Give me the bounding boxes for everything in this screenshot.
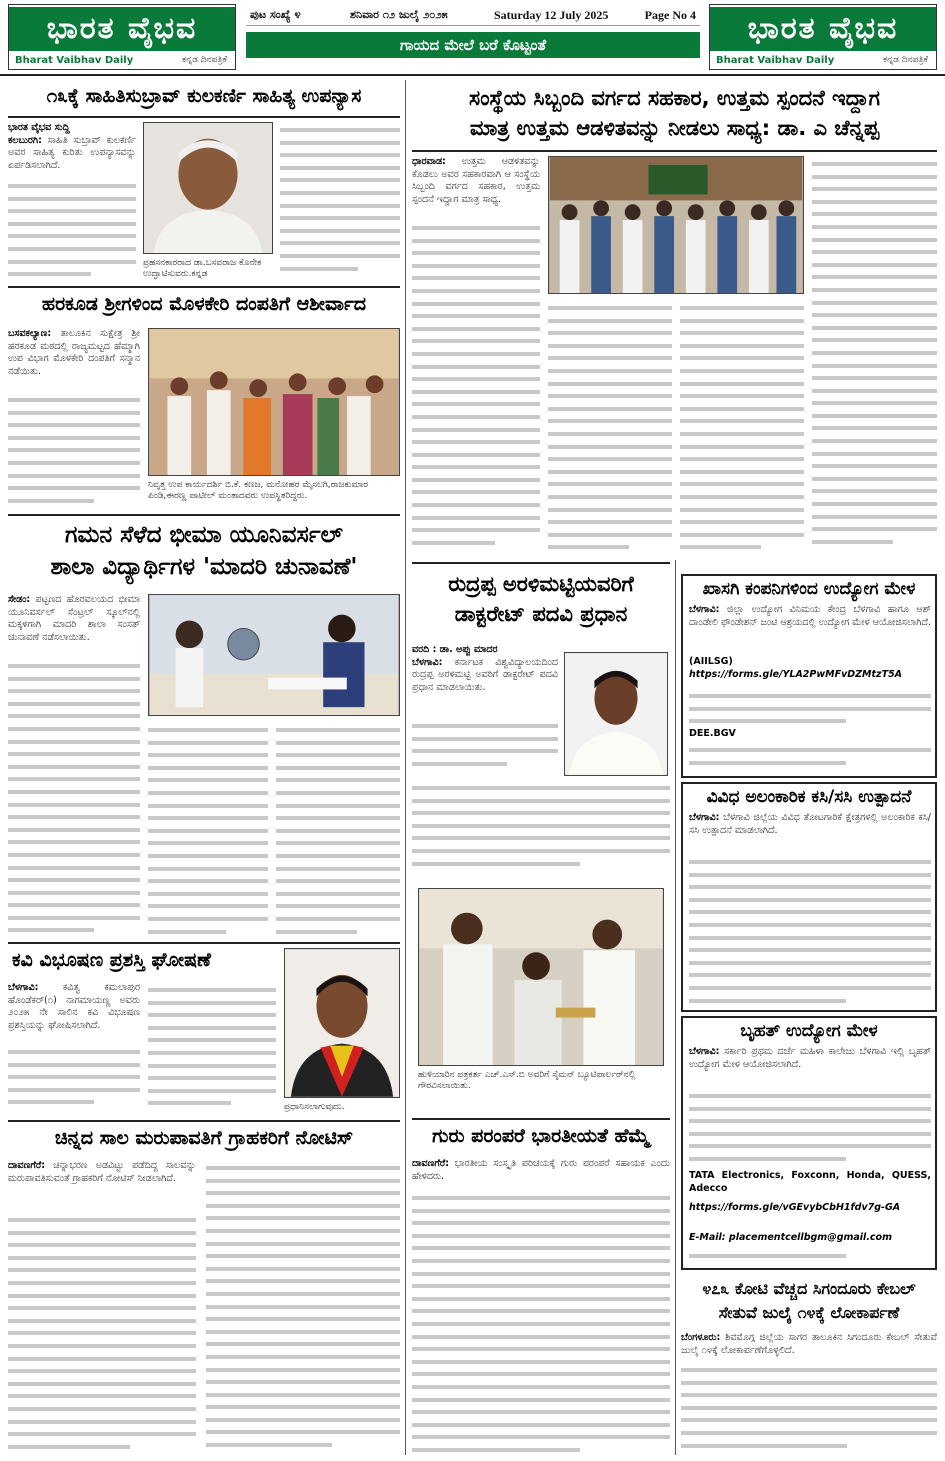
page-number: Page No 4 xyxy=(644,8,696,22)
dateline: ಬೆಳಗಾವಿ: xyxy=(689,812,720,823)
story-cooperation xyxy=(412,82,937,560)
rule xyxy=(412,150,937,152)
registration-link[interactable]: https://forms.gle/vGEvybCbH1fdv7g-GA xyxy=(689,1202,901,1213)
story-bigfair xyxy=(681,1016,937,1270)
event-photo xyxy=(418,888,664,1066)
dateline: ಬೆಳಗಾವಿ: xyxy=(412,656,443,668)
story-bridge xyxy=(681,1276,937,1455)
text-filler xyxy=(8,178,136,282)
story-body xyxy=(8,328,140,388)
rule xyxy=(8,116,400,118)
dateline: ಬೆಂಗಳೂರು: xyxy=(681,1332,721,1343)
dateline: ಕಲಬುರಗಿ: xyxy=(8,134,42,146)
portrait-photo xyxy=(143,122,273,254)
photo-caption: ಪ್ರಧಾನಿಸಲಾಗುವುದು. xyxy=(284,1102,345,1112)
logo-tag: ಕನ್ನಡ ದಿನಪತ್ರಿಕೆ xyxy=(882,55,928,65)
dateline: ದಾವಣಗೆರೆ: xyxy=(8,1160,46,1171)
text-filler xyxy=(689,688,931,726)
body-text: ತಾಲೂಕಿನ ಸುಕ್ಷೇತ್ರ ಶ್ರೀ ಹರಕೂಡ ಮಠದಲ್ಲಿ ರಾಜ್ಯಮಟ್ಟದ ಹೆಮ್ಮಾಗಿ ಉಪ ವಿಭಾಗ ಮೊಳಕೇರಿ ದಂಪತಿಗೆ ಸನ್ಮಾನ ನಡೆಯಿತು. xyxy=(8,328,140,377)
headline-line-2: ಸೇತುವೆ ಜುಲೈ ೧೪ಕ್ಕೆ ಲೋಕಾರ್ಪಣೆ xyxy=(718,1303,900,1322)
text-filler xyxy=(206,1160,400,1452)
headline-line-2: ಡಾಕ್ಟರೇಟ್ ಪದವಿ ಪ್ರಧಾನ xyxy=(454,602,628,626)
story-body xyxy=(412,644,558,716)
body-text: ಭಾರತೀಯ ಸಂಸ್ಕೃತಿ ಪರಿಚಯಕ್ಕೆ ಗುರು ಪರಂಪರೆ ಸಹಾಯಕ ಎಂದು ಹೇಳಿದರು. xyxy=(412,1158,670,1182)
headline: ಬೃಹತ್ ಉದ್ಯೋಗ ಮೇಳ xyxy=(740,1021,878,1041)
dateline: ಬೆಳಗಾವಿ: xyxy=(689,1046,720,1057)
contact-email[interactable]: E-Mail: placementcellbgm@gmail.com xyxy=(689,1232,892,1243)
body-text: ಉತ್ತಮ ಆಡಳಿತವನ್ನು ಕೊಡಲು ಅವರ ಸಹಕಾರವಾಗಿ ಆ ಸಂಸ್ಥೆಯ ಸಿಬ್ಬಂದಿ ವರ್ಗದ ಸಹಕಾರ, ಉತ್ತಮ ಸ್ಪಂದನೆ ಇದ್ದಾಗ ಮಾತ್ರ ಸಾಧ್ಯ. xyxy=(412,156,540,205)
headline: ಖಾಸಗಿ ಕಂಪನಿಗಳಿಂದ ಉದ್ಯೋಗ ಮೇಳ xyxy=(702,579,916,599)
text-filler xyxy=(8,1044,140,1116)
body-text: ಕರ್ನಾಟಕ ವಿಶ್ವವಿದ್ಯಾಲಯದಿಂದ ರುದ್ರಪ್ಪ ಅರಳಿಮಟ್ಟಿ ಅವರಿಗೆ ಡಾಕ್ಟರೇಟ್ ಪದವಿ ಪ್ರಧಾನ ಮಾಡಲಾಯಿತು. xyxy=(412,656,558,693)
lead: ವರದಿ : ಡಾ. ಅಪ್ಪು ಮಾದರ xyxy=(412,644,498,655)
text-filler xyxy=(8,392,140,510)
story-guru xyxy=(412,1118,670,1455)
headline: ಗುರು ಪರಂಪರೆ ಭಾರತೀಯತೆ ಹೆಮ್ಮೆ xyxy=(432,1125,650,1147)
text-filler xyxy=(689,1088,931,1168)
dateline: ಬೆಳಗಾವಿ: xyxy=(8,982,39,993)
story-doctorate xyxy=(412,562,670,1114)
story-jobfair xyxy=(681,574,937,778)
registration-link[interactable]: https://forms.gle/YLA2PwMFvDZMtzT5A xyxy=(689,668,903,680)
text-filler xyxy=(412,718,558,776)
story-body xyxy=(689,604,931,654)
event-photo xyxy=(548,156,804,294)
body-text: ಕವಿತ್ವ ಕಮಲಾಪುರ ಹೊಂಡೆಕರ್(೧) ನಾಗಮಾಯಣ್ಣ ಅವರು ೨೦೨೫ ನೇ ಸಾಲಿನ ಕವಿ ವಿಭೂಷಣ ಪ್ರಶಸ್ತಿಯನ್ನು ಘೋಷಿಸಲಾಗಿದೆ. xyxy=(8,982,140,1031)
column-divider xyxy=(405,80,406,1455)
text-filler xyxy=(689,742,931,776)
text-filler xyxy=(681,1362,937,1452)
contact-email[interactable]: DEE.BGV xyxy=(689,728,736,739)
body-text: ಚಿನ್ನಾಭರಣ ಅಡವಿಟ್ಟು ಪಡೆದಿದ್ದ ಸಾಲವನ್ನು ಮರುಪಾವತಿಸುವಂತೆ ಗ್ರಾಹಕರಿಗೆ ನೋಟಿಸ್ ನೀಡಲಾಗಿದೆ. xyxy=(8,1160,196,1184)
headline-line-2: ಶಾಲಾ ವಿದ್ಯಾರ್ಥಿಗಳ 'ಮಾದರಿ ಚುನಾವಣೆ' xyxy=(50,554,358,580)
dateline: ಬಸವಕಲ್ಯಾಣ: xyxy=(8,328,52,339)
headline: ಹರಕೂಡ ಶ್ರೀಗಳಿಂದ ಮೊಳಕೇರಿ ದಂಪತಿಗೆ ಆಶೀರ್ವಾದ xyxy=(41,293,367,315)
dateline: ಸೇಡಂ: xyxy=(8,594,31,605)
issue-meta xyxy=(246,4,700,26)
kannada-date: ಶನಿವಾರ ೧೨ ಜುಲೈ ೨೦೨೫ xyxy=(350,8,448,21)
story-body xyxy=(689,812,931,852)
text-filler xyxy=(148,982,276,1116)
company-list: TATA Electronics, Foxconn, Honda, QUESS, Adecco xyxy=(689,1170,931,1194)
text-filler xyxy=(812,156,937,554)
text-filler xyxy=(8,658,140,938)
text-filler xyxy=(8,1212,196,1452)
story-body xyxy=(689,1046,931,1086)
logo-kannada: ಭಾರತ ವೈಭವ xyxy=(9,7,235,51)
story-body xyxy=(412,156,540,216)
dateline: ಧಾರವಾಡ: xyxy=(412,156,446,167)
headline-line-1: ರುದ್ರಪ್ಪ ಅರಳಿಮಟ್ಟಿಯವರಿಗೆ xyxy=(448,572,634,596)
masthead xyxy=(0,0,945,76)
headline: ಕವಿ ವಿಭೂಷಣ ಪ್ರಶಸ್ತಿ ಘೋಷಣೆ xyxy=(12,949,211,971)
text-filler xyxy=(412,780,670,880)
story-body xyxy=(681,1332,937,1360)
portrait-photo xyxy=(564,652,668,776)
body-text: ಸಾಹಿತಿ ಸುಬ್ರಾವ್ ಕುಲಕರ್ಣಿ ಅವರ ಸಾಹಿತ್ಯ ಕುರಿತು ಉಪನ್ಯಾಸವನ್ನು ಏರ್ಪಡಿಸಲಾಗಿದೆ. xyxy=(8,134,136,171)
masthead-center xyxy=(246,4,700,70)
body-text: ಜಿಲ್ಲಾ ಉದ್ಯೋಗ ವಿನಿಮಯ ಕೇಂದ್ರ ಬೆಳಗಾವಿ ಹಾಗೂ ಆಶ್ ದಾಂಡೇಲಿ ಫೌಂಡೇಶನ್ ಜಂಟಿ ಆಶ್ರಯದಲ್ಲಿ ಉದ್ಯೋಗ ಮೇಳ ಆಯೋಜಿಸಲಾಗಿದೆ. xyxy=(689,604,931,628)
headline-line-1: ೪೭೩ ಕೋಟಿ ವೆಚ್ಚದ ಸಿಗಂದೂರು ಕೇಬಲ್ xyxy=(702,1279,916,1298)
portrait-photo xyxy=(284,948,400,1098)
registration-info xyxy=(689,656,931,684)
headline: ವಿವಿಧ ಅಲಂಕಾರಿಕ ಕಸಿ/ಸಸಿ ಉತ್ಪಾದನೆ xyxy=(706,787,912,807)
story-blessing xyxy=(8,286,400,512)
text-filler xyxy=(276,722,400,938)
lead: ಭಾರತ ವೈಭವ ಸುದ್ದಿ xyxy=(8,122,70,133)
text-filler xyxy=(412,1190,670,1452)
headline-line-1: ಗಮನ ಸೆಳೆದ ಭೀಮಾ ಯೂನಿವರ್ಸಲ್ xyxy=(65,522,343,548)
body-text: ಪಟ್ಟಣದ ಹೊರವಲಯದ ಭೀಮಾ ಯೂನಿವರ್ಸಲ್ ಸೆಂಟ್ರಲ್ ಸ್ಕೂಲ್‌ನಲ್ಲಿ ಮಕ್ಕಳಿಗಾಗಿ ಮಾದರಿ ಶಾಲಾ ಸಂಸತ್ ಚುನಾವಣೆ ನಡೆಸಲಾಯಿತು. xyxy=(8,594,140,643)
story-body xyxy=(412,1158,670,1186)
text-filler xyxy=(280,122,400,282)
logo-kannada: ಭಾರತ ವೈಭವ xyxy=(710,7,936,51)
logo-english: Bharat Vaibhav Daily xyxy=(15,55,134,66)
text-filler xyxy=(412,220,540,554)
logo-english: Bharat Vaibhav Daily xyxy=(716,55,835,66)
headline: ಚಿನ್ನದ ಸಾಲ ಮರುಪಾವತಿಗೆ ಗ್ರಾಹಕರಿಗೆ ನೋಟಿಸ್ xyxy=(54,1127,354,1149)
story-poet xyxy=(8,942,400,1118)
program-code: (AIILSG) xyxy=(689,656,733,667)
photo-caption: ನಿವೃತ್ತ ಉಪ ಕಾರ್ಯದರ್ಶಿ ಬಿ.ಕೆ. ಕಣಜ, ಮನೋಹರ ಮೈಸಲಗಿ,ರಾಜಕುಮಾರ ಪಿಂಡಿ,ಈರಣ್ಣ ಪಾಟೀಲ್ ಮಂತಾದವರು ಉಪಸ್ಥಿತರಿದ್ದರು. xyxy=(148,480,368,501)
masthead-logo-right xyxy=(709,4,937,70)
story-novel xyxy=(8,82,400,286)
dateline: ದಾವಣಗೆರೆ: xyxy=(412,1158,450,1169)
photo-caption: ಪ್ರಹಸನಕಾರರಾದ ಡಾ.ಬಸವರಾಜ ಕೊನೇಕ ಉದ್ಘಾಟಿಸುವರು.ಕನ್ನಡ xyxy=(143,258,262,279)
column-divider xyxy=(675,560,676,1455)
story-body xyxy=(8,594,140,654)
body-text: ಸರ್ಕಾರಿ ಪ್ರಥಮ ದರ್ಜೆ ಮಹಿಳಾ ಕಾಲೇಜು ಬೆಳಗಾವಿ ಇಲ್ಲಿ ಬೃಹತ್ ಉದ್ಯೋಗ ಮೇಳ ಆಯೋಜಿಸಲಾಗಿದೆ. xyxy=(689,1046,931,1070)
body-text: ಬೆಳಗಾವಿ ಜಿಲ್ಲೆಯ ವಿವಿಧ ತೋಟಗಾರಿಕೆ ಕ್ಷೇತ್ರಗಳಲ್ಲಿ ಅಲಂಕಾರಿಕ ಕಸಿ/ಸಸಿ ಉತ್ಪಾದನೆ ಮಾಡಲಾಗಿದೆ. xyxy=(689,812,931,836)
text-filler xyxy=(148,722,268,938)
text-filler xyxy=(689,854,931,1008)
issue-number: ಪುಟ ಸಂಖ್ಯೆ ೪ xyxy=(250,8,301,21)
event-photo xyxy=(148,328,400,476)
story-body xyxy=(8,1160,196,1210)
headline: ೧೩ಕ್ಕೆ ಸಾಹಿತಿಸುಬ್ರಾವ್ ಕುಲಕರ್ಣಿ ಸಾಹಿತ್ಯ ಉಪನ್ಯಾಸ xyxy=(46,85,362,107)
masthead-logo-left xyxy=(8,4,236,70)
english-date: Saturday 12 July 2025 xyxy=(494,8,609,22)
story-notice xyxy=(8,1120,400,1455)
photo-caption: ಹುಳಿಯಾರಿನ ಪತ್ರಕರ್ತ ಎಚ್.ಎಸ್.ಬಿ ಅವರಿಗೆ ಸೈಮನ್ ಬ್ಯೂಟಿಪಾರ್ಲರ್‌ನಲ್ಲಿ ಗೌರವಿಸಲಾಯಿತು. xyxy=(418,1070,636,1091)
dateline: ಬೆಳಗಾವಿ: xyxy=(689,604,720,615)
text-filler xyxy=(689,1248,931,1266)
headline-line-2: ಮಾತ್ರ ಉತ್ತಮ ಆಡಳಿತವನ್ನು ನೀಡಲು ಸಾಧ್ಯ: ಡಾ. ಎ ಚೆನ್ನಪ್ಪ xyxy=(469,116,880,140)
event-photo xyxy=(148,594,400,716)
story-production xyxy=(681,782,937,1012)
masthead-motto: ಗಾಯದ ಮೇಲೆ ಬರೆ ಕೊಟ್ಟಂತೆ xyxy=(246,32,700,58)
text-filler xyxy=(548,300,672,554)
story-body xyxy=(8,982,140,1042)
body-text: ಶಿವಮೊಗ್ಗ ಜಿಲ್ಲೆಯ ಸಾಗರ ತಾಲೂಕಿನ ಸಿಗಂದೂರು ಕೇಬಲ್ ಸೇತುವೆ ಜುಲೈ ೧೪ಕ್ಕೆ ಲೋಕಾರ್ಪಣೆಗೊಳ್ಳಲಿದೆ. xyxy=(681,1332,937,1356)
headline-line-1: ಸಂಸ್ಥೆಯ ಸಿಬ್ಬಂದಿ ವರ್ಗದ ಸಹಕಾರ, ಉತ್ತಮ ಸ್ಪಂದನೆ ಇದ್ದಾಗ xyxy=(469,86,880,110)
story-election xyxy=(8,514,400,940)
text-filler xyxy=(680,300,804,554)
logo-tag: ಕನ್ನಡ ದಿನಪತ್ರಿಕೆ xyxy=(181,55,227,65)
